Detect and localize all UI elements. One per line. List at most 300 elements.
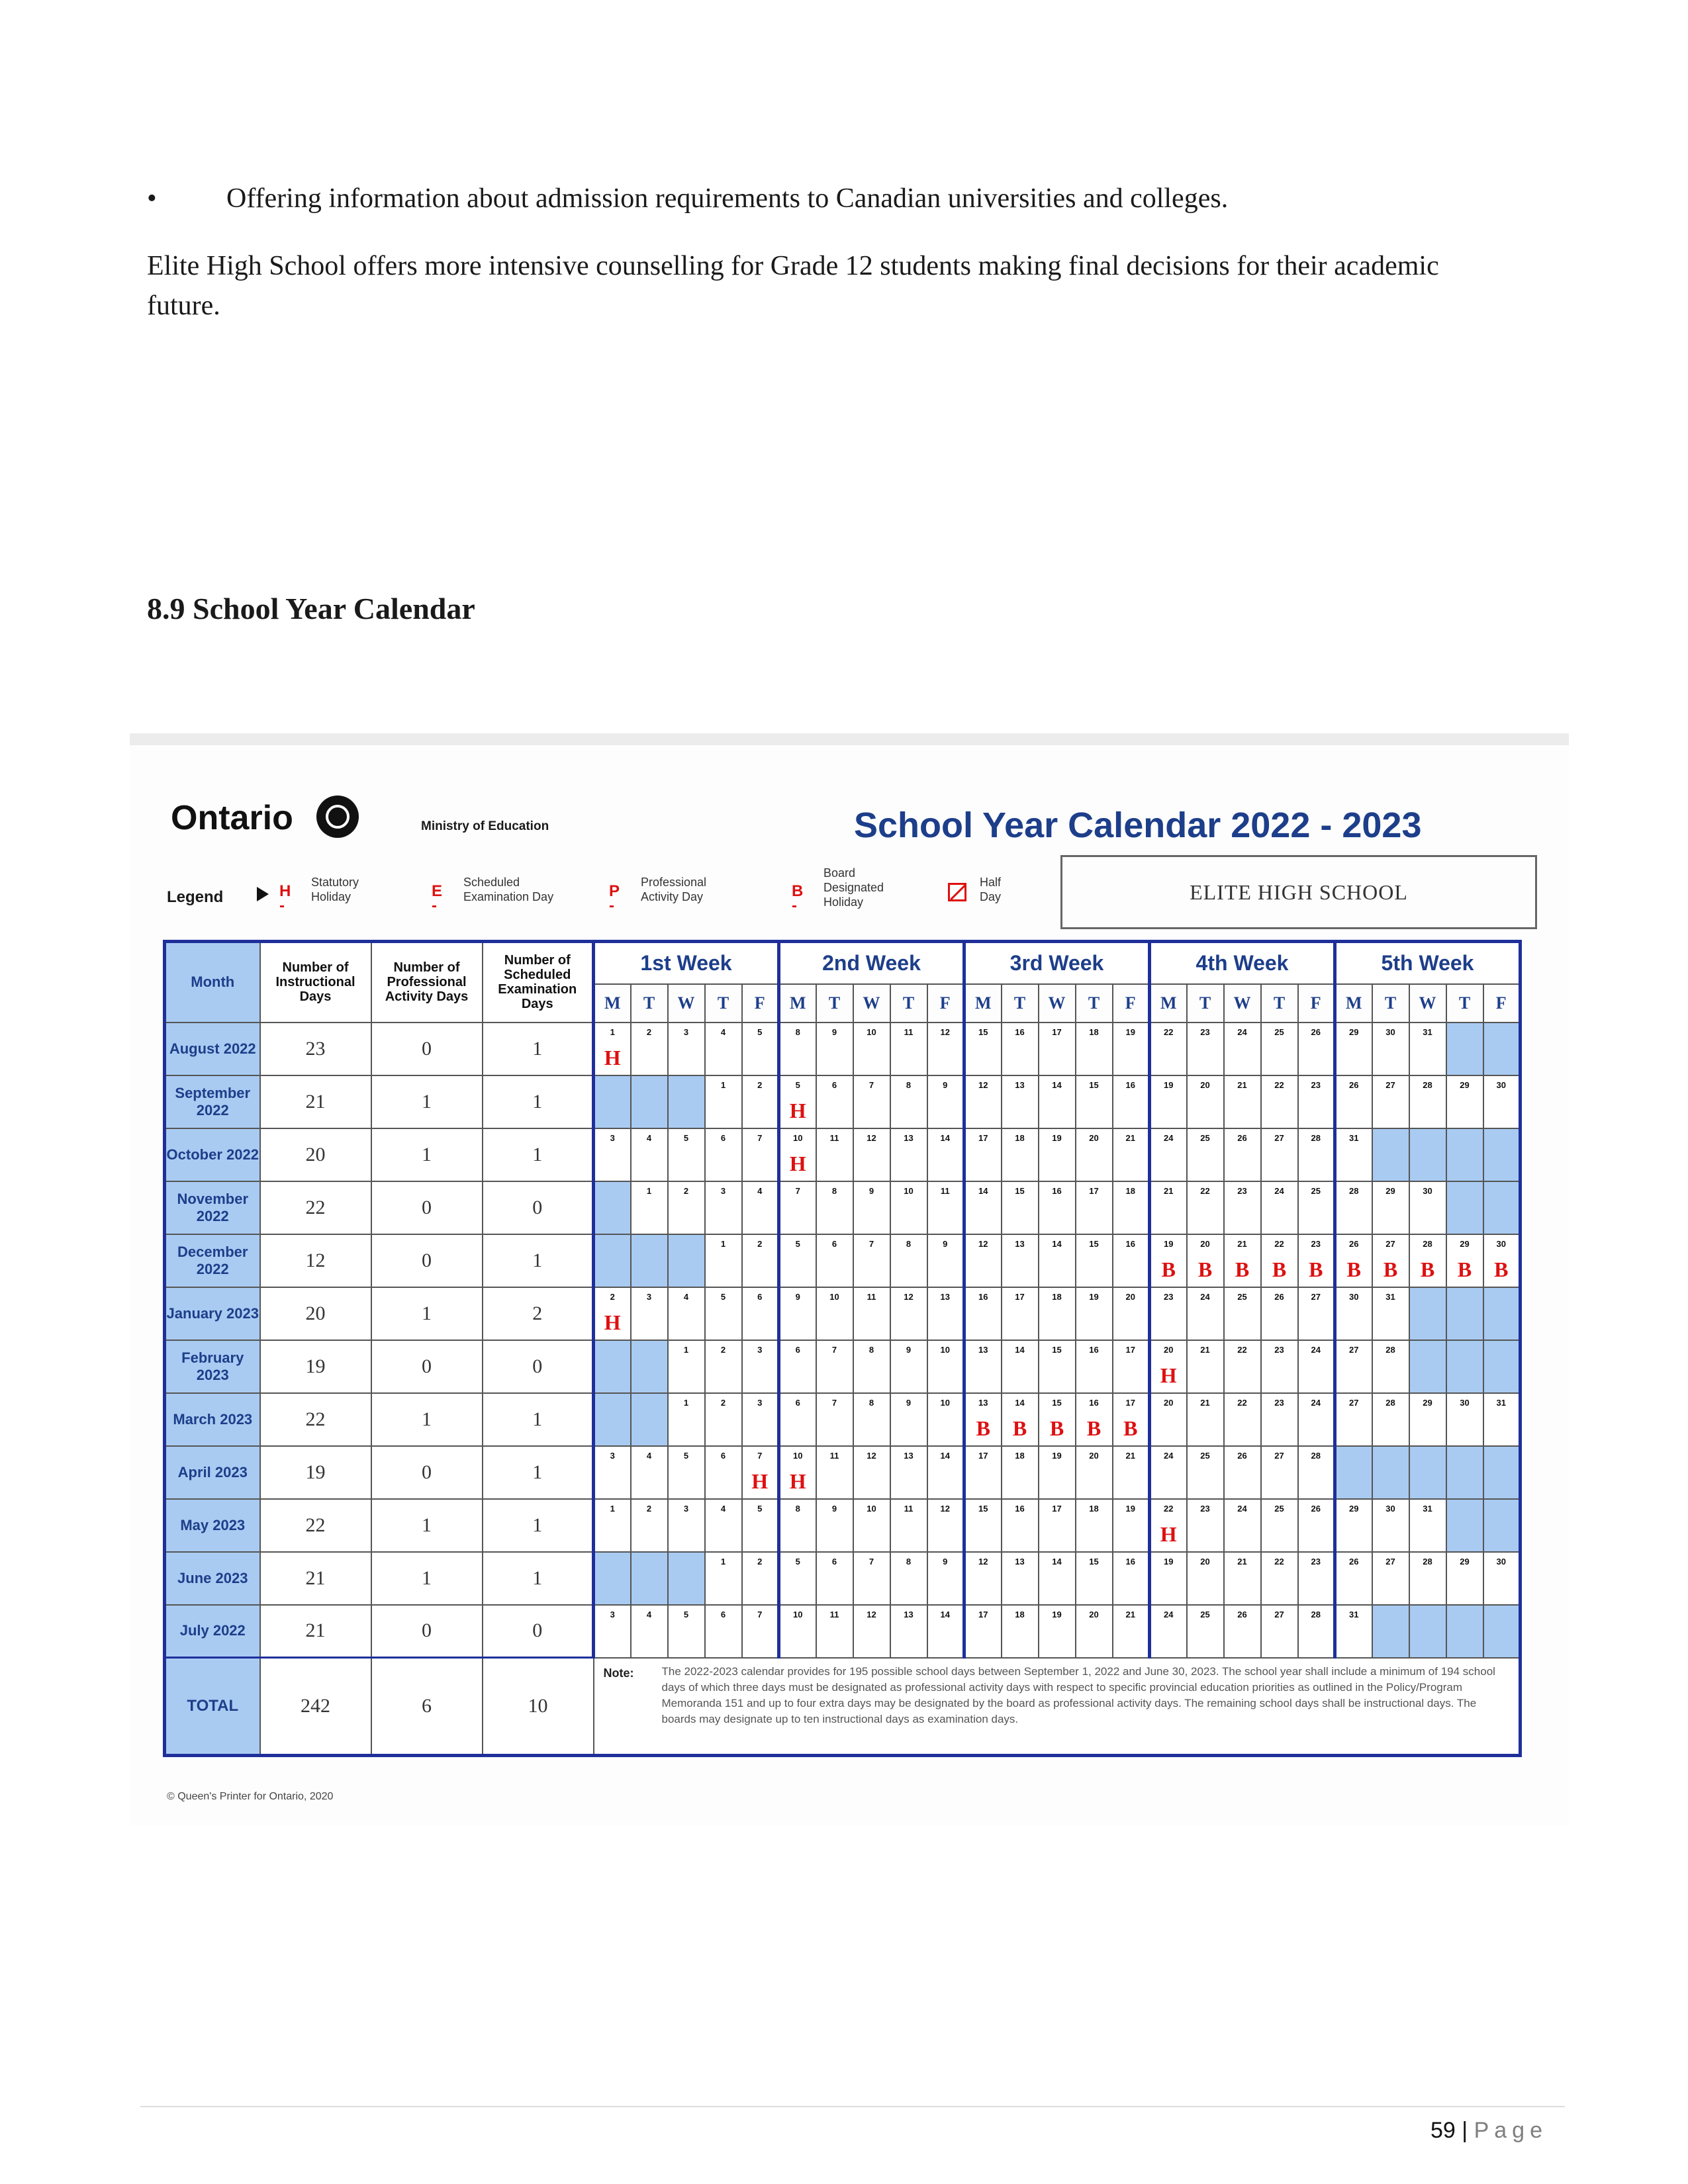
day-number: 28: [1385, 1397, 1395, 1408]
day-number: 17: [1125, 1344, 1135, 1355]
calendar-day: [1446, 1499, 1483, 1552]
day-number: 11: [829, 1609, 839, 1619]
calendar-day: [1446, 1605, 1483, 1658]
week-3-header: 3rd Week: [964, 942, 1150, 984]
calendar-day: [816, 1287, 853, 1340]
calendar-day: [594, 1605, 631, 1658]
day-number: 1: [610, 1026, 615, 1037]
day-number: 10: [940, 1397, 950, 1408]
calendar-day: [1335, 1075, 1372, 1128]
legend-desc: Statutory Holiday: [311, 876, 359, 903]
weekday-header: T: [816, 984, 853, 1023]
calendar-day: [1224, 1340, 1261, 1393]
calendar-day: [1113, 1605, 1150, 1658]
calendar-table: [163, 940, 1522, 1757]
day-number: 25: [1274, 1503, 1284, 1514]
calendar-day: [1483, 1552, 1521, 1605]
day-number: 4: [646, 1609, 652, 1619]
week-2-header: 2nd Week: [779, 942, 964, 984]
day-number: 30: [1460, 1397, 1470, 1408]
day-number: 10: [867, 1026, 876, 1037]
calendar-day: [631, 1552, 668, 1605]
calendar-day: [964, 1287, 1002, 1340]
day-number: 22: [1274, 1556, 1284, 1567]
day-number: 10: [793, 1609, 803, 1619]
calendar-day: [964, 1499, 1002, 1552]
weekday-header: T: [1446, 984, 1483, 1023]
day-number: 17: [1052, 1503, 1062, 1514]
day-number: 18: [1015, 1450, 1025, 1461]
month-name: March 2023: [165, 1393, 260, 1446]
day-marker: H: [604, 1310, 621, 1334]
exam-days: 1: [483, 1075, 594, 1128]
weekday-header: M: [1335, 984, 1372, 1023]
day-number: 2: [683, 1185, 689, 1196]
exam-days: 1: [483, 1552, 594, 1605]
calendar-day: [1446, 1340, 1483, 1393]
day-number: 16: [1015, 1026, 1025, 1037]
day-number: 24: [1237, 1503, 1247, 1514]
calendar-day: [1372, 1499, 1409, 1552]
calendar-day: [742, 1075, 779, 1128]
professional-header: Number of Professional Activity Days: [371, 942, 483, 1023]
calendar-day: [1446, 1075, 1483, 1128]
calendar-day: [1187, 1446, 1224, 1499]
calendar-day: [1409, 1552, 1446, 1605]
calendar-day: [779, 1393, 816, 1446]
calendar-day: [1335, 1499, 1372, 1552]
calendar-day: [705, 1128, 742, 1181]
day-number: 28: [1423, 1238, 1432, 1249]
day-number: 29: [1460, 1556, 1470, 1567]
footer-rule: [140, 2106, 1565, 2107]
calendar-day: [668, 1605, 705, 1658]
day-number: 12: [940, 1503, 950, 1514]
calendar-day: [1298, 1393, 1335, 1446]
day-number: 24: [1164, 1450, 1174, 1461]
calendar-day: [890, 1605, 927, 1658]
day-number: 5: [795, 1556, 800, 1567]
professional-days: 0: [371, 1234, 483, 1287]
calendar-day: [1446, 1234, 1483, 1287]
calendar-day: [1335, 1128, 1372, 1181]
calendar-day: [1076, 1181, 1113, 1234]
calendar-day: [631, 1340, 668, 1393]
calendar-day: [742, 1234, 779, 1287]
legend-desc: Board Designated Holiday: [823, 866, 884, 909]
calendar-day: [1187, 1552, 1224, 1605]
day-number: 15: [978, 1026, 988, 1037]
day-number: 3: [610, 1609, 615, 1619]
calendar-day: [705, 1499, 742, 1552]
exam-days: 0: [483, 1605, 594, 1658]
calendar-day: [1335, 1181, 1372, 1234]
day-number: 3: [610, 1132, 615, 1143]
calendar-day: [964, 1181, 1002, 1234]
day-number: 12: [978, 1079, 988, 1090]
day-number: 9: [943, 1556, 948, 1567]
day-number: 18: [1052, 1291, 1062, 1302]
calendar-day: [742, 1446, 779, 1499]
calendar-day: [668, 1234, 705, 1287]
day-number: 16: [1125, 1556, 1135, 1567]
day-marker: B: [1086, 1416, 1102, 1440]
calendar-day: [1113, 1393, 1150, 1446]
calendar-day: [1446, 1181, 1483, 1234]
calendar-day: [631, 1605, 668, 1658]
day-number: 27: [1349, 1397, 1359, 1408]
calendar-day: [1261, 1340, 1298, 1393]
day-number: 5: [757, 1026, 763, 1037]
instructional-days: 19: [260, 1340, 371, 1393]
day-number: 14: [1052, 1238, 1062, 1249]
calendar-day: [779, 1287, 816, 1340]
day-number: 15: [1052, 1397, 1062, 1408]
day-number: 24: [1237, 1026, 1247, 1037]
week-4-header: 4th Week: [1150, 942, 1335, 984]
day-number: 26: [1349, 1079, 1359, 1090]
calendar-day: [1076, 1287, 1113, 1340]
calendar-day: [1076, 1552, 1113, 1605]
day-number: 30: [1349, 1291, 1359, 1302]
calendar-day: [1298, 1234, 1335, 1287]
professional-days: 1: [371, 1499, 483, 1552]
calendar-day: [1483, 1340, 1521, 1393]
calendar-day: [1409, 1023, 1446, 1075]
day-marker: H: [789, 1098, 806, 1122]
day-marker: B: [1012, 1416, 1027, 1440]
calendar-day: [853, 1605, 890, 1658]
calendar-day: [1224, 1499, 1261, 1552]
day-number: 13: [904, 1132, 914, 1143]
calendar-day: [705, 1552, 742, 1605]
day-number: 29: [1385, 1185, 1395, 1196]
day-number: 12: [978, 1556, 988, 1567]
calendar-day: [1446, 1393, 1483, 1446]
calendar-day: [1483, 1393, 1521, 1446]
total-label: TOTAL: [165, 1658, 260, 1756]
calendar-day: [890, 1234, 927, 1287]
day-number: 6: [720, 1450, 726, 1461]
day-number: 10: [829, 1291, 839, 1302]
day-number: 13: [904, 1609, 914, 1619]
day-number: 8: [795, 1503, 800, 1514]
calendar-day: [1039, 1075, 1076, 1128]
note-text: The 2022-2023 calendar provides for 195 possible school days between September 1, 2022 and June 30, 2023. The school year shall include a minimum of 194 school days of which three days must be designated as professional activity days with respect to specific provincial education priorities as outlined in the Policy/Program Memoranda 151 and up to four extra days may be designated by the board as professional activity days. The remaining school days shall be instructional days. The boards may designate up to ten instructional days as examination days.: [661, 1664, 1495, 1725]
day-number: 19: [1052, 1450, 1062, 1461]
day-number: 26: [1311, 1503, 1321, 1514]
day-number: 28: [1311, 1132, 1321, 1143]
day-number: 9: [906, 1344, 912, 1355]
calendar-day: [1261, 1287, 1298, 1340]
calendar-day: [1224, 1446, 1261, 1499]
day-number: 5: [720, 1291, 726, 1302]
instructional-days: 12: [260, 1234, 371, 1287]
day-number: 7: [868, 1556, 874, 1567]
calendar-day: [668, 1075, 705, 1128]
calendar-day: [1039, 1393, 1076, 1446]
weekday-header: M: [964, 984, 1002, 1023]
day-number: 19: [1164, 1556, 1174, 1567]
calendar-day: [1335, 1446, 1372, 1499]
day-number: 27: [1274, 1609, 1284, 1619]
day-number: 1: [720, 1079, 726, 1090]
day-number: 31: [1349, 1609, 1359, 1619]
day-number: 11: [940, 1185, 950, 1196]
page-footer: [1430, 2118, 1548, 2144]
calendar-day: [742, 1605, 779, 1658]
legend-key: P -: [609, 882, 620, 915]
day-number: 15: [1089, 1238, 1099, 1249]
calendar-day: [853, 1393, 890, 1446]
calendar-day: [853, 1446, 890, 1499]
legend-key: E -: [432, 882, 443, 915]
exam-days: 1: [483, 1499, 594, 1552]
day-number: 21: [1125, 1450, 1135, 1461]
calendar-day: [853, 1181, 890, 1234]
day-number: 19: [1164, 1079, 1174, 1090]
day-number: 3: [757, 1344, 763, 1355]
day-number: 28: [1349, 1185, 1359, 1196]
calendar-day: [1409, 1181, 1446, 1234]
calendar-day: [927, 1446, 964, 1499]
day-number: 13: [904, 1450, 914, 1461]
calendar-day: [594, 1287, 631, 1340]
weekday-header: T: [705, 984, 742, 1023]
day-number: 14: [1052, 1079, 1062, 1090]
month-name: May 2023: [165, 1499, 260, 1552]
calendar-day: [1372, 1605, 1409, 1658]
calendar-day: [1150, 1605, 1187, 1658]
day-number: 21: [1164, 1185, 1174, 1196]
day-number: 26: [1349, 1238, 1359, 1249]
calendar-day: [668, 1552, 705, 1605]
day-number: 16: [1125, 1079, 1135, 1090]
calendar-day: [1224, 1552, 1261, 1605]
calendar-day: [1261, 1128, 1298, 1181]
day-number: 9: [906, 1397, 912, 1408]
calendar-day: [594, 1499, 631, 1552]
calendar-day: [964, 1023, 1002, 1075]
calendar-day: [890, 1393, 927, 1446]
exam-days: 1: [483, 1023, 594, 1075]
calendar-day: [1150, 1446, 1187, 1499]
day-number: 9: [795, 1291, 800, 1302]
instructional-days: 21: [260, 1605, 371, 1658]
calendar-day: [1076, 1128, 1113, 1181]
calendar-day: [1261, 1393, 1298, 1446]
day-number: 16: [1089, 1344, 1099, 1355]
calendar-day: [1409, 1075, 1446, 1128]
weekday-header: F: [1298, 984, 1335, 1023]
day-number: 31: [1385, 1291, 1395, 1302]
day-number: 7: [757, 1450, 763, 1461]
day-number: 12: [867, 1450, 876, 1461]
calendar-day: [668, 1499, 705, 1552]
calendar-day: [927, 1128, 964, 1181]
calendar-day: [1298, 1181, 1335, 1234]
calendar-day: [779, 1446, 816, 1499]
exam-header: Number of Scheduled Examination Days: [483, 942, 594, 1023]
calendar-day: [779, 1340, 816, 1393]
month-name: September 2022: [165, 1075, 260, 1128]
calendar-day: [1113, 1446, 1150, 1499]
weekday-header: T: [1372, 984, 1409, 1023]
calendar-day: [816, 1552, 853, 1605]
calendar-day: [779, 1499, 816, 1552]
day-number: 3: [683, 1503, 689, 1514]
calendar-day: [1409, 1340, 1446, 1393]
day-number: 18: [1089, 1026, 1099, 1037]
day-marker: B: [1123, 1416, 1138, 1440]
day-number: 24: [1311, 1397, 1321, 1408]
calendar-day: [1076, 1393, 1113, 1446]
day-number: 8: [906, 1556, 912, 1567]
calendar-day: [705, 1446, 742, 1499]
legend-key: H -: [279, 882, 291, 915]
day-number: 27: [1274, 1132, 1284, 1143]
weekday-header: M: [594, 984, 631, 1023]
calendar-day: [1335, 1234, 1372, 1287]
calendar-day: [668, 1023, 705, 1075]
calendar-day: [890, 1075, 927, 1128]
day-number: 15: [978, 1503, 988, 1514]
day-number: 30: [1496, 1238, 1506, 1249]
exam-days: 2: [483, 1287, 594, 1340]
day-number: 14: [940, 1450, 950, 1461]
day-number: 1: [720, 1238, 726, 1249]
day-number: 22: [1274, 1079, 1284, 1090]
calendar-day: [1002, 1075, 1039, 1128]
calendar-day: [1113, 1552, 1150, 1605]
day-number: 30: [1496, 1079, 1506, 1090]
day-marker: B: [1346, 1257, 1361, 1281]
day-number: 14: [1015, 1397, 1025, 1408]
calendar-day: [1372, 1552, 1409, 1605]
day-marker: H: [604, 1045, 621, 1069]
calendar-day: [742, 1023, 779, 1075]
calendar-day: [1150, 1075, 1187, 1128]
day-number: 8: [795, 1026, 800, 1037]
calendar-day: [1039, 1287, 1076, 1340]
calendar-day: [1372, 1075, 1409, 1128]
trillium-icon: [316, 796, 359, 838]
day-number: 26: [1349, 1556, 1359, 1567]
calendar-day: [1150, 1340, 1187, 1393]
calendar-day: [631, 1181, 668, 1234]
day-number: 19: [1052, 1609, 1062, 1619]
calendar-day: [1002, 1605, 1039, 1658]
month-header: Month: [165, 942, 260, 1023]
calendar-day: [1113, 1023, 1150, 1075]
day-number: 31: [1423, 1026, 1432, 1037]
calendar-day: [816, 1446, 853, 1499]
calendar-day: [631, 1287, 668, 1340]
calendar-day: [1039, 1552, 1076, 1605]
day-number: 25: [1200, 1609, 1210, 1619]
day-number: 8: [906, 1238, 912, 1249]
calendar-day: [1187, 1075, 1224, 1128]
day-number: 18: [1089, 1503, 1099, 1514]
calendar-day: [1335, 1023, 1372, 1075]
day-number: 26: [1237, 1132, 1247, 1143]
day-number: 6: [831, 1238, 837, 1249]
legend-desc: Professional Activity Day: [641, 876, 707, 903]
day-number: 26: [1237, 1450, 1247, 1461]
calendar-day: [779, 1128, 816, 1181]
calendar-day: [1409, 1234, 1446, 1287]
calendar-day: [1039, 1446, 1076, 1499]
month-row: [165, 1234, 1521, 1287]
day-marker: B: [976, 1416, 990, 1440]
calendar-day: [1483, 1128, 1521, 1181]
calendar-day: [1335, 1393, 1372, 1446]
day-marker: B: [1309, 1257, 1323, 1281]
calendar-day: [1187, 1340, 1224, 1393]
calendar-day: [779, 1023, 816, 1075]
day-number: 29: [1349, 1503, 1359, 1514]
weekday-header: T: [1002, 984, 1039, 1023]
day-number: 27: [1311, 1291, 1321, 1302]
calendar-day: [1483, 1499, 1521, 1552]
calendar-day: [853, 1023, 890, 1075]
weekday-header: W: [1409, 984, 1446, 1023]
day-number: 21: [1237, 1079, 1247, 1090]
day-number: 23: [1164, 1291, 1174, 1302]
day-number: 20: [1164, 1344, 1174, 1355]
calendar-day: [816, 1499, 853, 1552]
day-number: 20: [1089, 1450, 1099, 1461]
day-number: 7: [757, 1609, 763, 1619]
calendar-day: [964, 1340, 1002, 1393]
calendar-day: [890, 1340, 927, 1393]
calendar-day: [1076, 1499, 1113, 1552]
calendar-day: [1187, 1393, 1224, 1446]
day-number: 5: [757, 1503, 763, 1514]
calendar-day: [1187, 1499, 1224, 1552]
total-exam: 10: [483, 1658, 594, 1756]
day-number: 25: [1237, 1291, 1247, 1302]
calendar-day: [927, 1393, 964, 1446]
day-marker: B: [1457, 1257, 1472, 1281]
calendar-day: [1261, 1446, 1298, 1499]
calendar-day: [1113, 1340, 1150, 1393]
calendar-day: [1039, 1023, 1076, 1075]
calendar-day: [1372, 1023, 1409, 1075]
day-number: 18: [1015, 1132, 1025, 1143]
calendar-day: [1446, 1128, 1483, 1181]
footer-separator: |: [1462, 2118, 1468, 2143]
calendar-note: [594, 1658, 1521, 1756]
calendar-day: [1298, 1128, 1335, 1181]
calendar-day: [1372, 1181, 1409, 1234]
calendar-day: [668, 1128, 705, 1181]
calendar-day: [1372, 1287, 1409, 1340]
weekday-header: W: [1039, 984, 1076, 1023]
calendar-day: [1298, 1023, 1335, 1075]
month-row: [165, 1287, 1521, 1340]
instructional-days: 22: [260, 1499, 371, 1552]
calendar-day: [853, 1499, 890, 1552]
day-number: 7: [868, 1238, 874, 1249]
calendar-day: [1150, 1499, 1187, 1552]
day-number: 14: [940, 1609, 950, 1619]
calendar-day: [964, 1605, 1002, 1658]
calendar-day: [890, 1446, 927, 1499]
day-number: 14: [978, 1185, 988, 1196]
calendar-day: [1372, 1393, 1409, 1446]
calendar-day: [1113, 1287, 1150, 1340]
